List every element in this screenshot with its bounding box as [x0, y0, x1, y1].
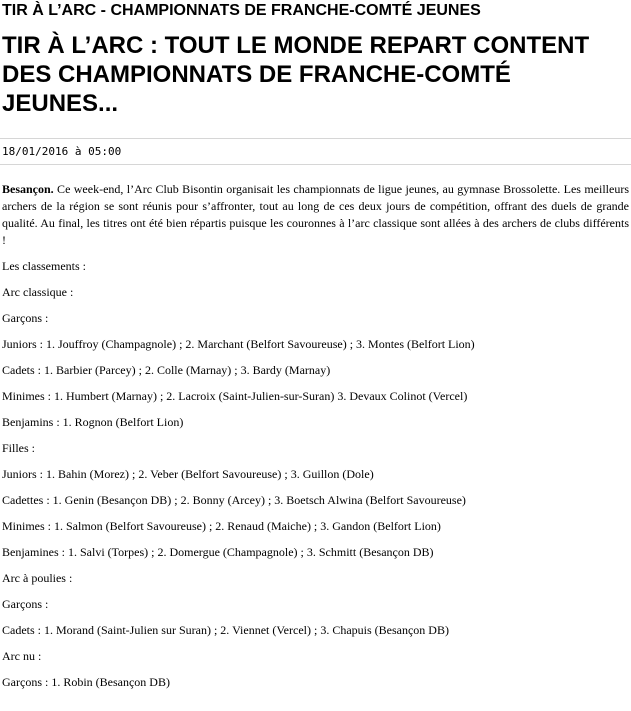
page: [0, 1, 631, 691]
results-line: Juniors : 1. Jouffroy (Champagnole) ; 2. Marchant (Belfort Savoureuse) ; 3. Montes (Belfort Lion): [2, 337, 475, 351]
lead-text: Ce week-end, l’Arc Club Bisontin organisait les championnats de ligue jeunes, au gymnase Brossolette. Les meilleurs archers de la région se sont réunis pour s’affronter, tout au long de ces deux jours de compétition, offrant des duels de grande qualité. Au final, les titres ont été bien répartis puisque les couronnes à l’arc classique sont allées à des archers de clubs différents !: [2, 182, 629, 247]
results-line: Cadets : 1. Barbier (Parcey) ; 2. Colle (Marnay) ; 3. Bardy (Marnay): [2, 363, 331, 377]
divider-top: [0, 138, 631, 139]
results-line: Minimes : 1. Humbert (Marnay) ; 2. Lacroix (Saint-Julien-sur-Suran) 3. Devaux Colinot (Vercel): [2, 389, 468, 403]
results-line: Arc nu :: [2, 649, 42, 663]
results-line: Les classements :: [2, 259, 86, 273]
dateline-place: Besançon.: [2, 182, 54, 196]
results-line: Cadettes : 1. Genin (Besançon DB) ; 2. Bonny (Arcey) ; 3. Boetsch Alwina (Belfort Savoureuse): [2, 493, 466, 507]
results-line: Arc à poulies :: [2, 571, 73, 585]
results-line: Minimes : 1. Salmon (Belfort Savoureuse) ; 2. Renaud (Maiche) ; 3. Gandon (Belfort Lion): [2, 519, 441, 533]
publish-date: 18/01/2016 à 05:00: [2, 145, 122, 158]
results-line: Garçons :: [2, 311, 49, 325]
results-line: Juniors : 1. Bahin (Morez) ; 2. Veber (Belfort Savoureuse) ; 3. Guillon (Dole): [2, 467, 374, 481]
article-body: [2, 181, 631, 691]
article-headline: TIR À L’ARC : TOUT LE MONDE REPART CONTENT DES CHAMPIONNATS DE FRANCHE-COMTÉ JEUNES...: [2, 32, 590, 117]
results-line: Cadets : 1. Morand (Saint-Julien sur Suran) ; 2. Viennet (Vercel) ; 3. Chapuis (Besançon DB): [2, 623, 449, 637]
divider-bottom: [0, 164, 631, 165]
lead-paragraph: [2, 181, 631, 249]
results-line: Garçons : 1. Robin (Besançon DB): [2, 675, 170, 689]
results-line: Arc classique :: [2, 285, 74, 299]
results-line: Garçons :: [2, 597, 49, 611]
site-title: TIR À L’ARC - CHAMPIONNATS DE FRANCHE-COMTÉ JEUNES: [2, 2, 481, 19]
results-line: Filles :: [2, 441, 36, 455]
results-line: Benjamines : 1. Salvi (Torpes) ; 2. Domergue (Champagnole) ; 3. Schmitt (Besançon DB): [2, 545, 434, 559]
results-line: Benjamins : 1. Rognon (Belfort Lion): [2, 415, 184, 429]
